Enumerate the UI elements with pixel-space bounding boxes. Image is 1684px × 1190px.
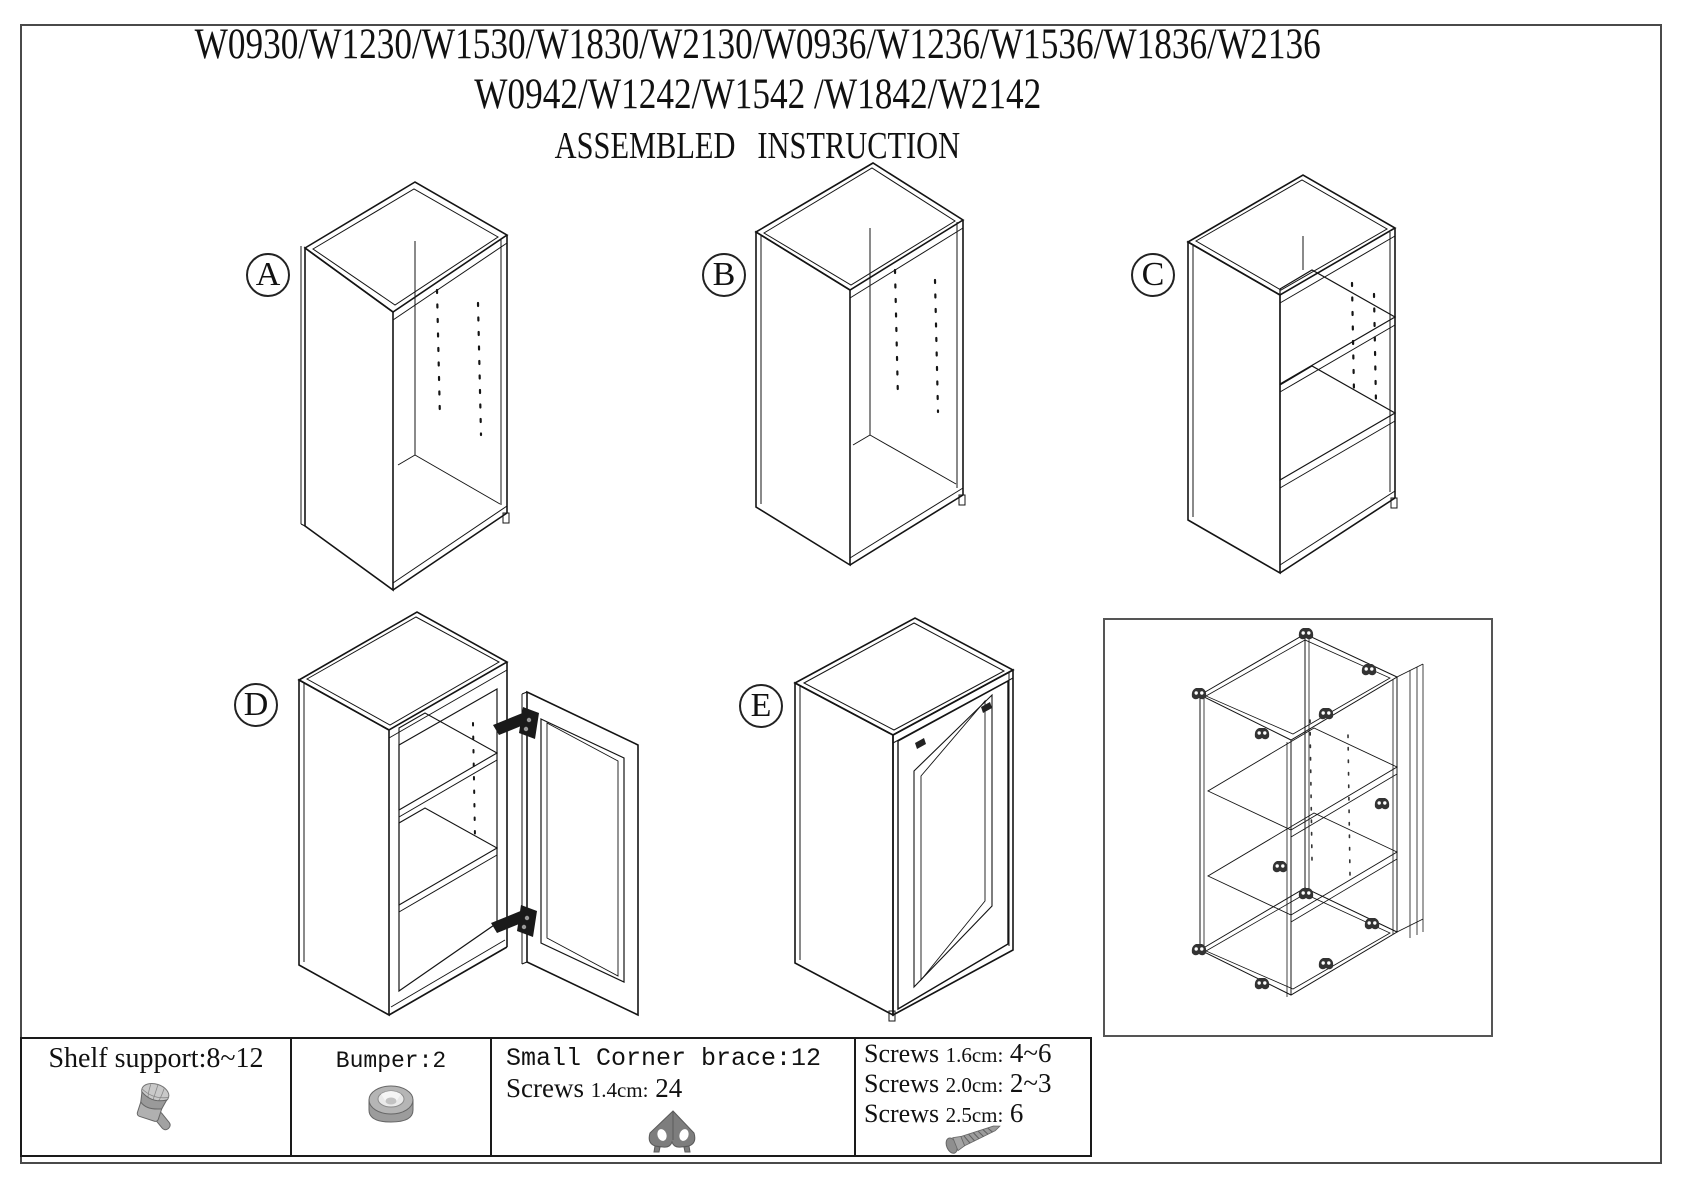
parts-cell-screws: [856, 1039, 1090, 1155]
page-title: ASSEMBLED INSTRUCTION: [554, 125, 961, 167]
step-label-d: D: [234, 683, 278, 727]
step-label-b: B: [702, 253, 746, 297]
step-label-a: A: [246, 253, 290, 297]
screw-icon: [938, 1120, 1008, 1154]
hinge-icon: [493, 707, 539, 739]
parts-table: [20, 1037, 1092, 1157]
screws-20-label: Screws 2.0cm: 2~3: [864, 1068, 1052, 1098]
diagram-c-carcass-with-shelves: [1090, 158, 1410, 578]
diagram-a-cabinet-carcass: [250, 163, 560, 613]
diagram-b-carcass-with-back: [690, 158, 980, 578]
parts-cell-bumper: [292, 1039, 492, 1155]
diagram-final-wireframe: [1105, 620, 1491, 1035]
screws-25-label: Screws 2.5cm: 6: [864, 1098, 1024, 1128]
diagram-d-cabinet-with-open-door: [265, 573, 665, 1033]
parts-cell-corner-brace: [492, 1039, 856, 1155]
hinge-icon: [491, 905, 537, 937]
bumper-icon: [363, 1078, 419, 1128]
diagram-e-finished-cabinet: [785, 583, 1045, 1043]
parts-cell-shelf-support: [22, 1039, 292, 1155]
step-label-e: E: [739, 684, 783, 728]
step-label-c: C: [1131, 253, 1175, 297]
final-assembly-box: [1103, 618, 1493, 1037]
screws-16-label: Screws 1.6cm: 4~6: [864, 1038, 1052, 1068]
shelf-support-label: Shelf support:8~12: [48, 1043, 264, 1074]
bumper-label: Bumper:2: [335, 1048, 447, 1074]
title-model-numbers-line1: W0930/W1230/W1530/W1830/W2130/W0936/W1236/W1536/W1836/W2136: [194, 21, 1321, 68]
title-model-numbers-line2: W0942/W1242/W1542 /W1842/W2142: [473, 71, 1042, 118]
title-block: [0, 20, 1515, 168]
corner-brace-label: Small Corner brace:12: [506, 1044, 822, 1073]
shelf-support-icon: [124, 1077, 188, 1139]
screws-14-label: Screws 1.4cm: 24: [506, 1073, 683, 1103]
corner-brace-icon: [643, 1107, 703, 1159]
